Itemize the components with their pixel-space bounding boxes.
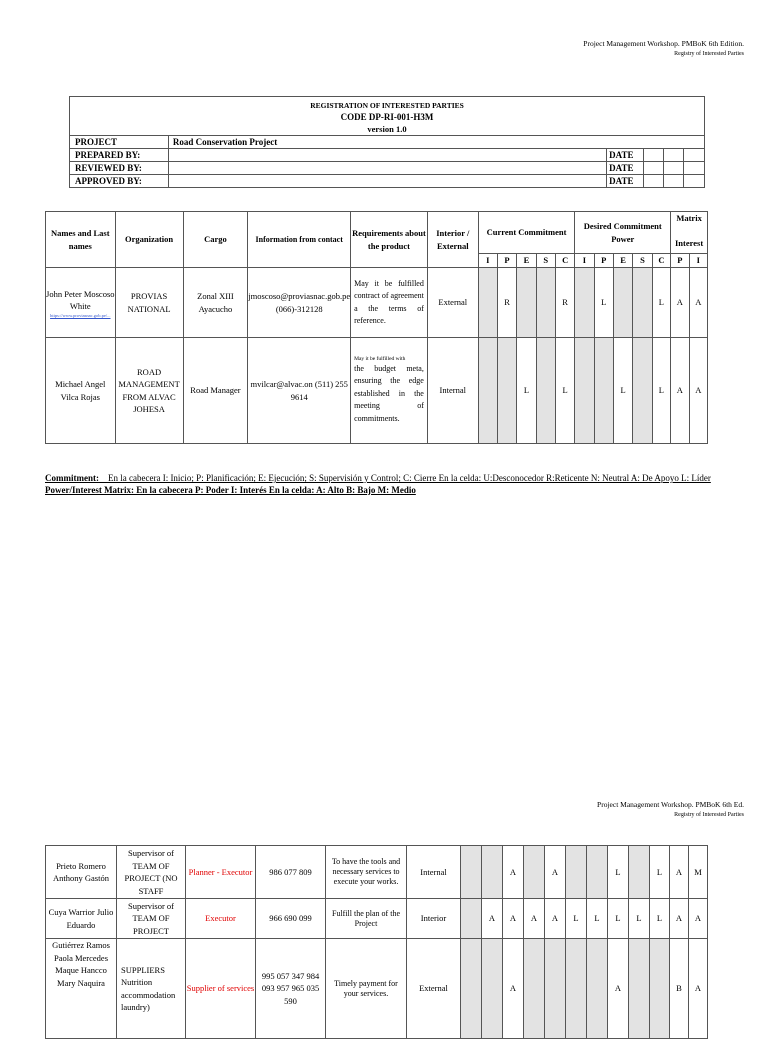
- registration-table: [69, 96, 705, 188]
- current-cell: [536, 338, 555, 444]
- date-day-field[interactable]: [644, 175, 664, 188]
- requirements-note: May it be fulfilled with: [354, 355, 406, 362]
- organization-cell: Supervisor of TEAM OF PROJECT: [117, 899, 186, 939]
- reviewed-by-field[interactable]: [168, 162, 606, 175]
- organization-cell: Supervisor of TEAM OF PROJECT (NO STAFF: [117, 846, 186, 899]
- interior-cell: External: [407, 939, 461, 1039]
- phase-header: I: [478, 254, 497, 268]
- table-row: [46, 846, 708, 899]
- table-row: [46, 268, 708, 338]
- phase-header: E: [613, 254, 632, 268]
- current-cell: A: [545, 846, 566, 899]
- registration-title: REGISTRATION OF INTERESTED PARTIES: [70, 97, 705, 112]
- approved-by-field[interactable]: [168, 175, 606, 188]
- name-cell: Prieto Romero Anthony Gastón: [46, 846, 117, 899]
- col-cargo: Cargo: [183, 212, 248, 268]
- desired-cell: L: [650, 899, 670, 939]
- current-cell: A: [503, 846, 524, 899]
- date-year-field[interactable]: [683, 175, 704, 188]
- current-cell: L: [517, 338, 536, 444]
- matrix-cell: A: [671, 268, 689, 338]
- desired-cell: [613, 268, 632, 338]
- phase-header: P: [594, 254, 613, 268]
- current-cell: [478, 338, 497, 444]
- interior-cell: External: [427, 268, 478, 338]
- col-names: Names and Last names: [46, 212, 116, 268]
- cargo-cell: Planner - Executor: [186, 846, 256, 899]
- matrix-cell: M: [689, 846, 708, 899]
- requirements-cell: May it be fulfilled contract of agreement a the terms of reference.: [351, 268, 428, 338]
- matrix-cell: A: [671, 338, 689, 444]
- header-subtitle: Registry of Interested Parties: [674, 51, 744, 57]
- desired-cell: [587, 846, 608, 899]
- organization-cell: SUPPLIERS Nutrition accommodation laundry): [117, 939, 186, 1039]
- col-requirements: Requirements about the product: [351, 212, 428, 268]
- current-cell: [461, 846, 482, 899]
- desired-cell: [594, 338, 613, 444]
- col-interior-external: Interior / External: [427, 212, 478, 268]
- desired-cell: L: [652, 268, 671, 338]
- date-month-field[interactable]: [664, 162, 684, 175]
- cargo-cell: Supplier of services: [186, 939, 256, 1039]
- matrix-cell: A: [670, 899, 689, 939]
- legend-notes: [45, 472, 725, 496]
- desired-cell: [633, 338, 652, 444]
- contact-cell: mvilcar@alvac.on (511) 255 9614: [248, 338, 351, 444]
- matrix-cell: A: [689, 899, 708, 939]
- registration-version: version 1.0: [70, 123, 705, 136]
- person-name: John Peter Moscoso White: [46, 288, 115, 311]
- table-row: [46, 899, 708, 939]
- commitment-legend: [45, 472, 725, 484]
- date-year-field[interactable]: [683, 149, 704, 162]
- desired-cell: L: [629, 899, 650, 939]
- date-month-field[interactable]: [664, 175, 684, 188]
- date-label: DATE: [607, 149, 644, 162]
- desired-cell: L: [594, 268, 613, 338]
- date-year-field[interactable]: [683, 162, 704, 175]
- col-matrix: [671, 212, 708, 254]
- date-label: DATE: [607, 162, 644, 175]
- reviewed-by-label: REVIEWED BY:: [70, 162, 169, 175]
- current-cell: [497, 338, 516, 444]
- requirements-cell: To have the tools and necessary services to execute your works.: [326, 846, 407, 899]
- name-cell: Gutiérrez Ramos Paola Mercedes Maque Hancco Mary Naquira: [46, 939, 117, 1039]
- current-cell: [482, 846, 503, 899]
- current-cell: [524, 846, 545, 899]
- header-subtitle: Registry of Interested Parties: [674, 812, 744, 818]
- desired-cell: [566, 846, 587, 899]
- current-cell: [478, 268, 497, 338]
- interior-cell: Internal: [407, 846, 461, 899]
- phase-header: C: [652, 254, 671, 268]
- desired-cell: L: [613, 338, 632, 444]
- current-cell: A: [482, 899, 503, 939]
- page-header: [597, 799, 744, 821]
- current-cell: [536, 268, 555, 338]
- organization-cell: PROVIAS NATIONAL: [115, 268, 183, 338]
- current-cell: A: [545, 899, 566, 939]
- phase-header: I: [575, 254, 594, 268]
- current-cell: A: [503, 939, 524, 1039]
- contact-cell: 966 690 099: [256, 899, 326, 939]
- col-current-commitment: Current Commitment: [478, 212, 575, 254]
- prepared-by-field[interactable]: [168, 149, 606, 162]
- desired-cell: L: [608, 846, 629, 899]
- contact-cell: jmoscoso@proviasnac.gob.pe (066)-312128: [248, 268, 351, 338]
- desired-cell: [575, 338, 594, 444]
- matrix-legend-text: Power/Interest Matrix: En la cabecera P: Poder I: Interés En la celda: A: Alto B: Bajo M: Medio: [45, 485, 416, 495]
- phase-header: S: [536, 254, 555, 268]
- matrix-cell: A: [689, 338, 707, 444]
- desired-cell: [575, 268, 594, 338]
- stakeholder-table-continued: [45, 845, 708, 1039]
- contact-cell: 986 077 809: [256, 846, 326, 899]
- current-cell: A: [503, 899, 524, 939]
- desired-cell: L: [587, 899, 608, 939]
- prepared-by-label: PREPARED BY:: [70, 149, 169, 162]
- desired-cell: L: [650, 846, 670, 899]
- matrix-cell: B: [670, 939, 689, 1039]
- current-cell: L: [555, 338, 574, 444]
- matrix-header: P: [671, 254, 689, 268]
- name-cell: [46, 268, 116, 338]
- requirements-cell: [351, 338, 428, 444]
- desired-cell: L: [652, 338, 671, 444]
- matrix-cell: A: [689, 268, 707, 338]
- col-contact: Information from contact: [248, 212, 351, 268]
- current-cell: R: [497, 268, 516, 338]
- project-label: PROJECT: [70, 136, 169, 149]
- approved-by-label: APPROVED BY:: [70, 175, 169, 188]
- current-cell: R: [555, 268, 574, 338]
- matrix-label: Matrix: [676, 213, 702, 223]
- matrix-header: I: [689, 254, 707, 268]
- stakeholder-table: [45, 211, 708, 444]
- interior-cell: Internal: [427, 338, 478, 444]
- current-cell: [461, 899, 482, 939]
- desired-cell: [629, 846, 650, 899]
- profile-link[interactable]: https://www.proviasnac.gob.pe/...: [50, 312, 111, 318]
- date-day-field[interactable]: [644, 149, 664, 162]
- requirements-text: the budget meta, ensuring the edge established in the meeting of commitments.: [354, 363, 424, 423]
- cargo-cell: Road Manager: [183, 338, 248, 444]
- cargo-cell: Executor: [186, 899, 256, 939]
- commitment-legend-text: En la cabecera I: Inicio; P: Planificación; E: Ejecución; S: Supervisión y Control; C: Cierre En la celda: U:Desconocedor R:Reticente N: Neutral A: De Apoyo L: Líder: [107, 473, 711, 483]
- header-title: Project Management Workshop. PMBoK 6th Edition.: [583, 39, 744, 48]
- contact-cell: 995 057 347 984 093 957 965 035 590: [256, 939, 326, 1039]
- table-row: [46, 338, 708, 444]
- phase-header: E: [517, 254, 536, 268]
- desired-cell: [633, 268, 652, 338]
- date-label: DATE: [607, 175, 644, 188]
- desired-cell: L: [608, 899, 629, 939]
- col-organization: Organization: [115, 212, 183, 268]
- requirements-cell: Fulfill the plan of the Project: [326, 899, 407, 939]
- cargo-cell: Zonal XIII Ayacucho: [183, 268, 248, 338]
- organization-cell: ROAD MANAGEMENT FROM ALVAC JOHESA: [115, 338, 183, 444]
- date-day-field[interactable]: [644, 162, 664, 175]
- matrix-cell: A: [689, 939, 708, 1039]
- commitment-legend-label: Commitment:: [45, 473, 99, 483]
- phase-header: C: [555, 254, 574, 268]
- current-cell: A: [524, 899, 545, 939]
- interior-cell: Interior: [407, 899, 461, 939]
- header-title: Project Management Workshop. PMBoK 6th Ed.: [597, 800, 744, 809]
- desired-cell: A: [608, 939, 629, 1039]
- matrix-cell: A: [670, 846, 689, 899]
- requirements-cell: Timely payment for your services.: [326, 939, 407, 1039]
- desired-cell: L: [566, 899, 587, 939]
- registration-code: CODE DP-RI-001-H3M: [70, 111, 705, 123]
- project-value: Road Conservation Project: [168, 136, 704, 149]
- phase-header: P: [497, 254, 516, 268]
- interest-label: Interest: [675, 238, 704, 248]
- page-header: [583, 38, 744, 60]
- name-cell: Michael Angel Vilca Rojas: [46, 338, 116, 444]
- col-desired-commitment: Desired Commitment Power: [575, 212, 671, 254]
- name-cell: Cuya Warrior Julio Eduardo: [46, 899, 117, 939]
- phase-header: S: [633, 254, 652, 268]
- current-cell: [517, 268, 536, 338]
- matrix-legend: [45, 484, 725, 496]
- date-month-field[interactable]: [664, 149, 684, 162]
